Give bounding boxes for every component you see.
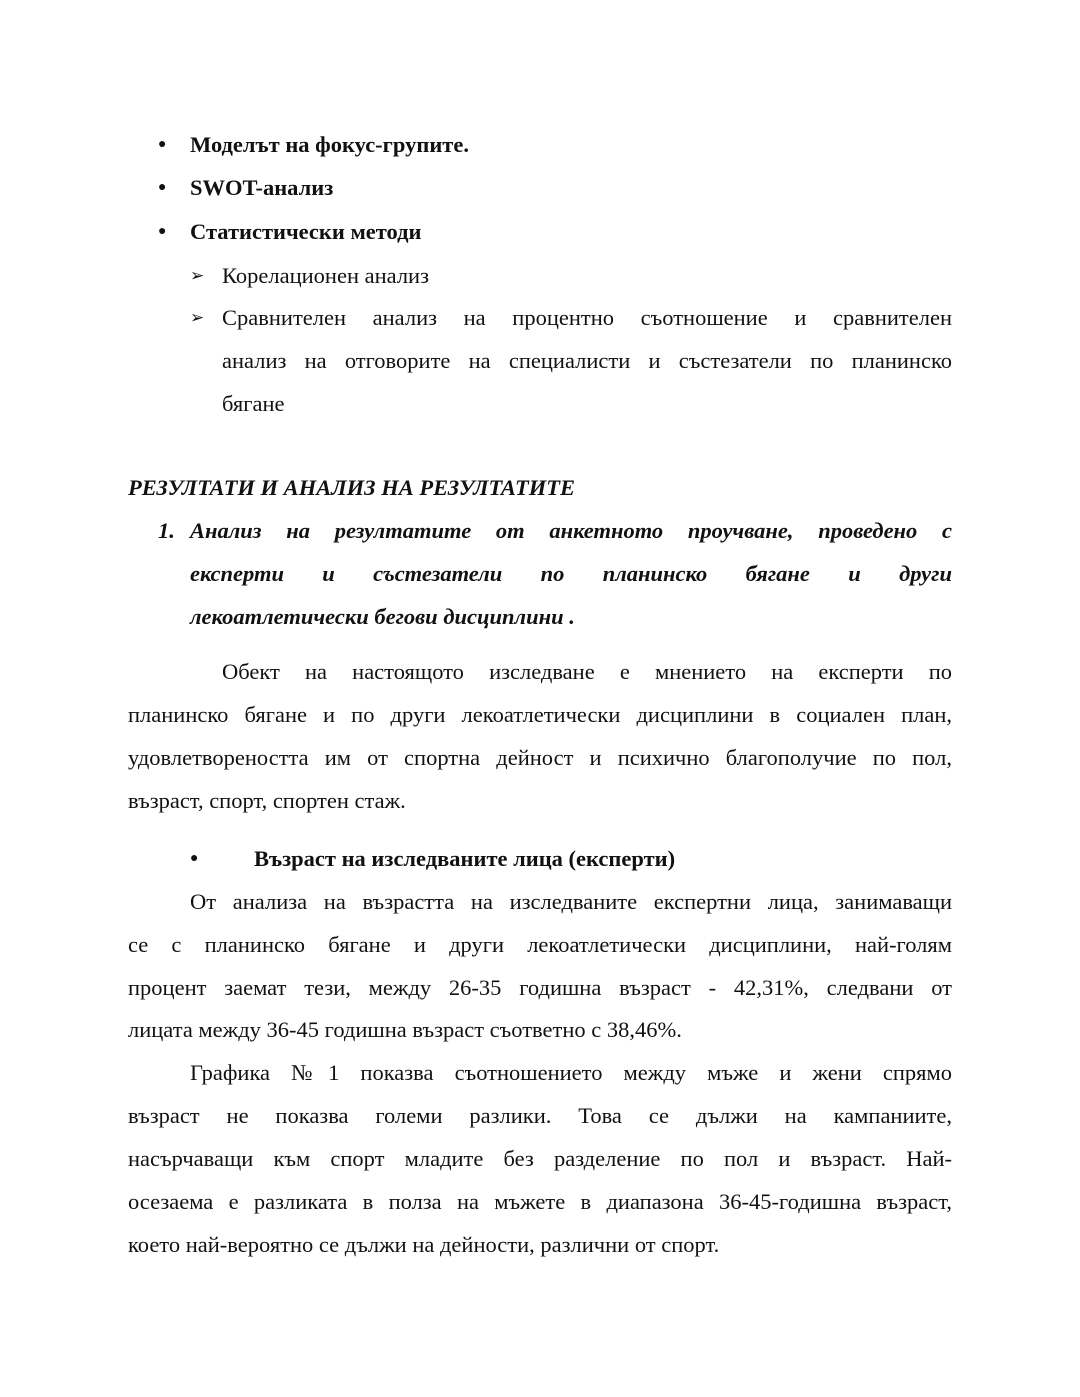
paragraph1-line-4: възраст, спорт, спортен стаж. <box>128 788 406 813</box>
bullet-icon: ● <box>190 851 199 866</box>
bullet-item-statistics: Статистически методи <box>190 219 422 244</box>
subitem-comparative-line-3: бягане <box>222 391 285 416</box>
bullet-icon: ● <box>158 224 167 239</box>
bullet-icon: ● <box>158 180 167 195</box>
paragraph2-line-1: От анализа на възрастта на изследваните експертни лица, занимаващи <box>190 889 952 914</box>
paragraph3-line-4: осезаема е разликата в полза на мъжете в диапазона 36-45-годишна възраст, <box>128 1189 952 1214</box>
bullet-icon: ● <box>158 137 167 152</box>
arrow-bullet-icon: ➢ <box>190 308 205 328</box>
subitem-correlation: Корелационен анализ <box>222 263 429 288</box>
arrow-bullet-icon: ➢ <box>190 266 205 286</box>
paragraph1-line-3: удовлетвореността им от спортна дейност и психично благополучие по пол, <box>128 745 952 770</box>
paragraph2-line-3: процент заемат тези, между 26-35 годишна възраст - 42,31%, следвани от <box>128 975 952 1000</box>
numbered-item-line-1: Анализ на резултатите от анкетното проучване, проведено с <box>190 518 952 543</box>
subitem-comparative-line-2: анализ на отговорите на специалисти и състезатели по планинско <box>222 348 952 373</box>
paragraph1-line-2: планинско бягане и по други лекоатлетически дисциплини в социален план, <box>128 702 952 727</box>
section-heading: РЕЗУЛТАТИ И АНАЛИЗ НА РЕЗУЛТАТИТЕ <box>128 475 576 500</box>
paragraph3-line-2: възраст не показва големи разлики. Това се дължи на кампаниите, <box>128 1103 952 1128</box>
paragraph3-line-1: Графика №1 показва съотношението между мъже и жени спрямо <box>190 1060 952 1085</box>
bullet-item-focus-groups: Моделът на фокус-групите. <box>190 132 469 157</box>
bullet-item-swot: SWOT-анализ <box>190 175 334 200</box>
numbered-item-number: 1. <box>158 518 175 543</box>
paragraph1-line-1: Обект на настоящото изследване е мнението на експерти по <box>222 659 952 684</box>
sub-heading-age: Възраст на изследваните лица (експерти) <box>254 846 676 871</box>
paragraph3-line-3: насърчаващи към спорт младите без разделение по пол и възраст. Най- <box>128 1146 952 1171</box>
paragraph2-line-2: се с планинско бягане и други лекоатлетически дисциплини, най-голям <box>128 932 952 957</box>
paragraph2-line-4: лицата между 36-45 годишна възраст съответно с 38,46%. <box>128 1017 682 1042</box>
numbered-item-line-3: лекоатлетически бегови дисциплини . <box>190 604 575 629</box>
subitem-comparative-line-1: Сравнителен анализ на процентно съотношение и сравнителен <box>222 305 952 330</box>
paragraph3-line-5: което най-вероятно се дължи на дейности, различни от спорт. <box>128 1232 720 1257</box>
numbered-item-line-2: експерти и състезатели по планинско бягане и други <box>190 561 952 586</box>
